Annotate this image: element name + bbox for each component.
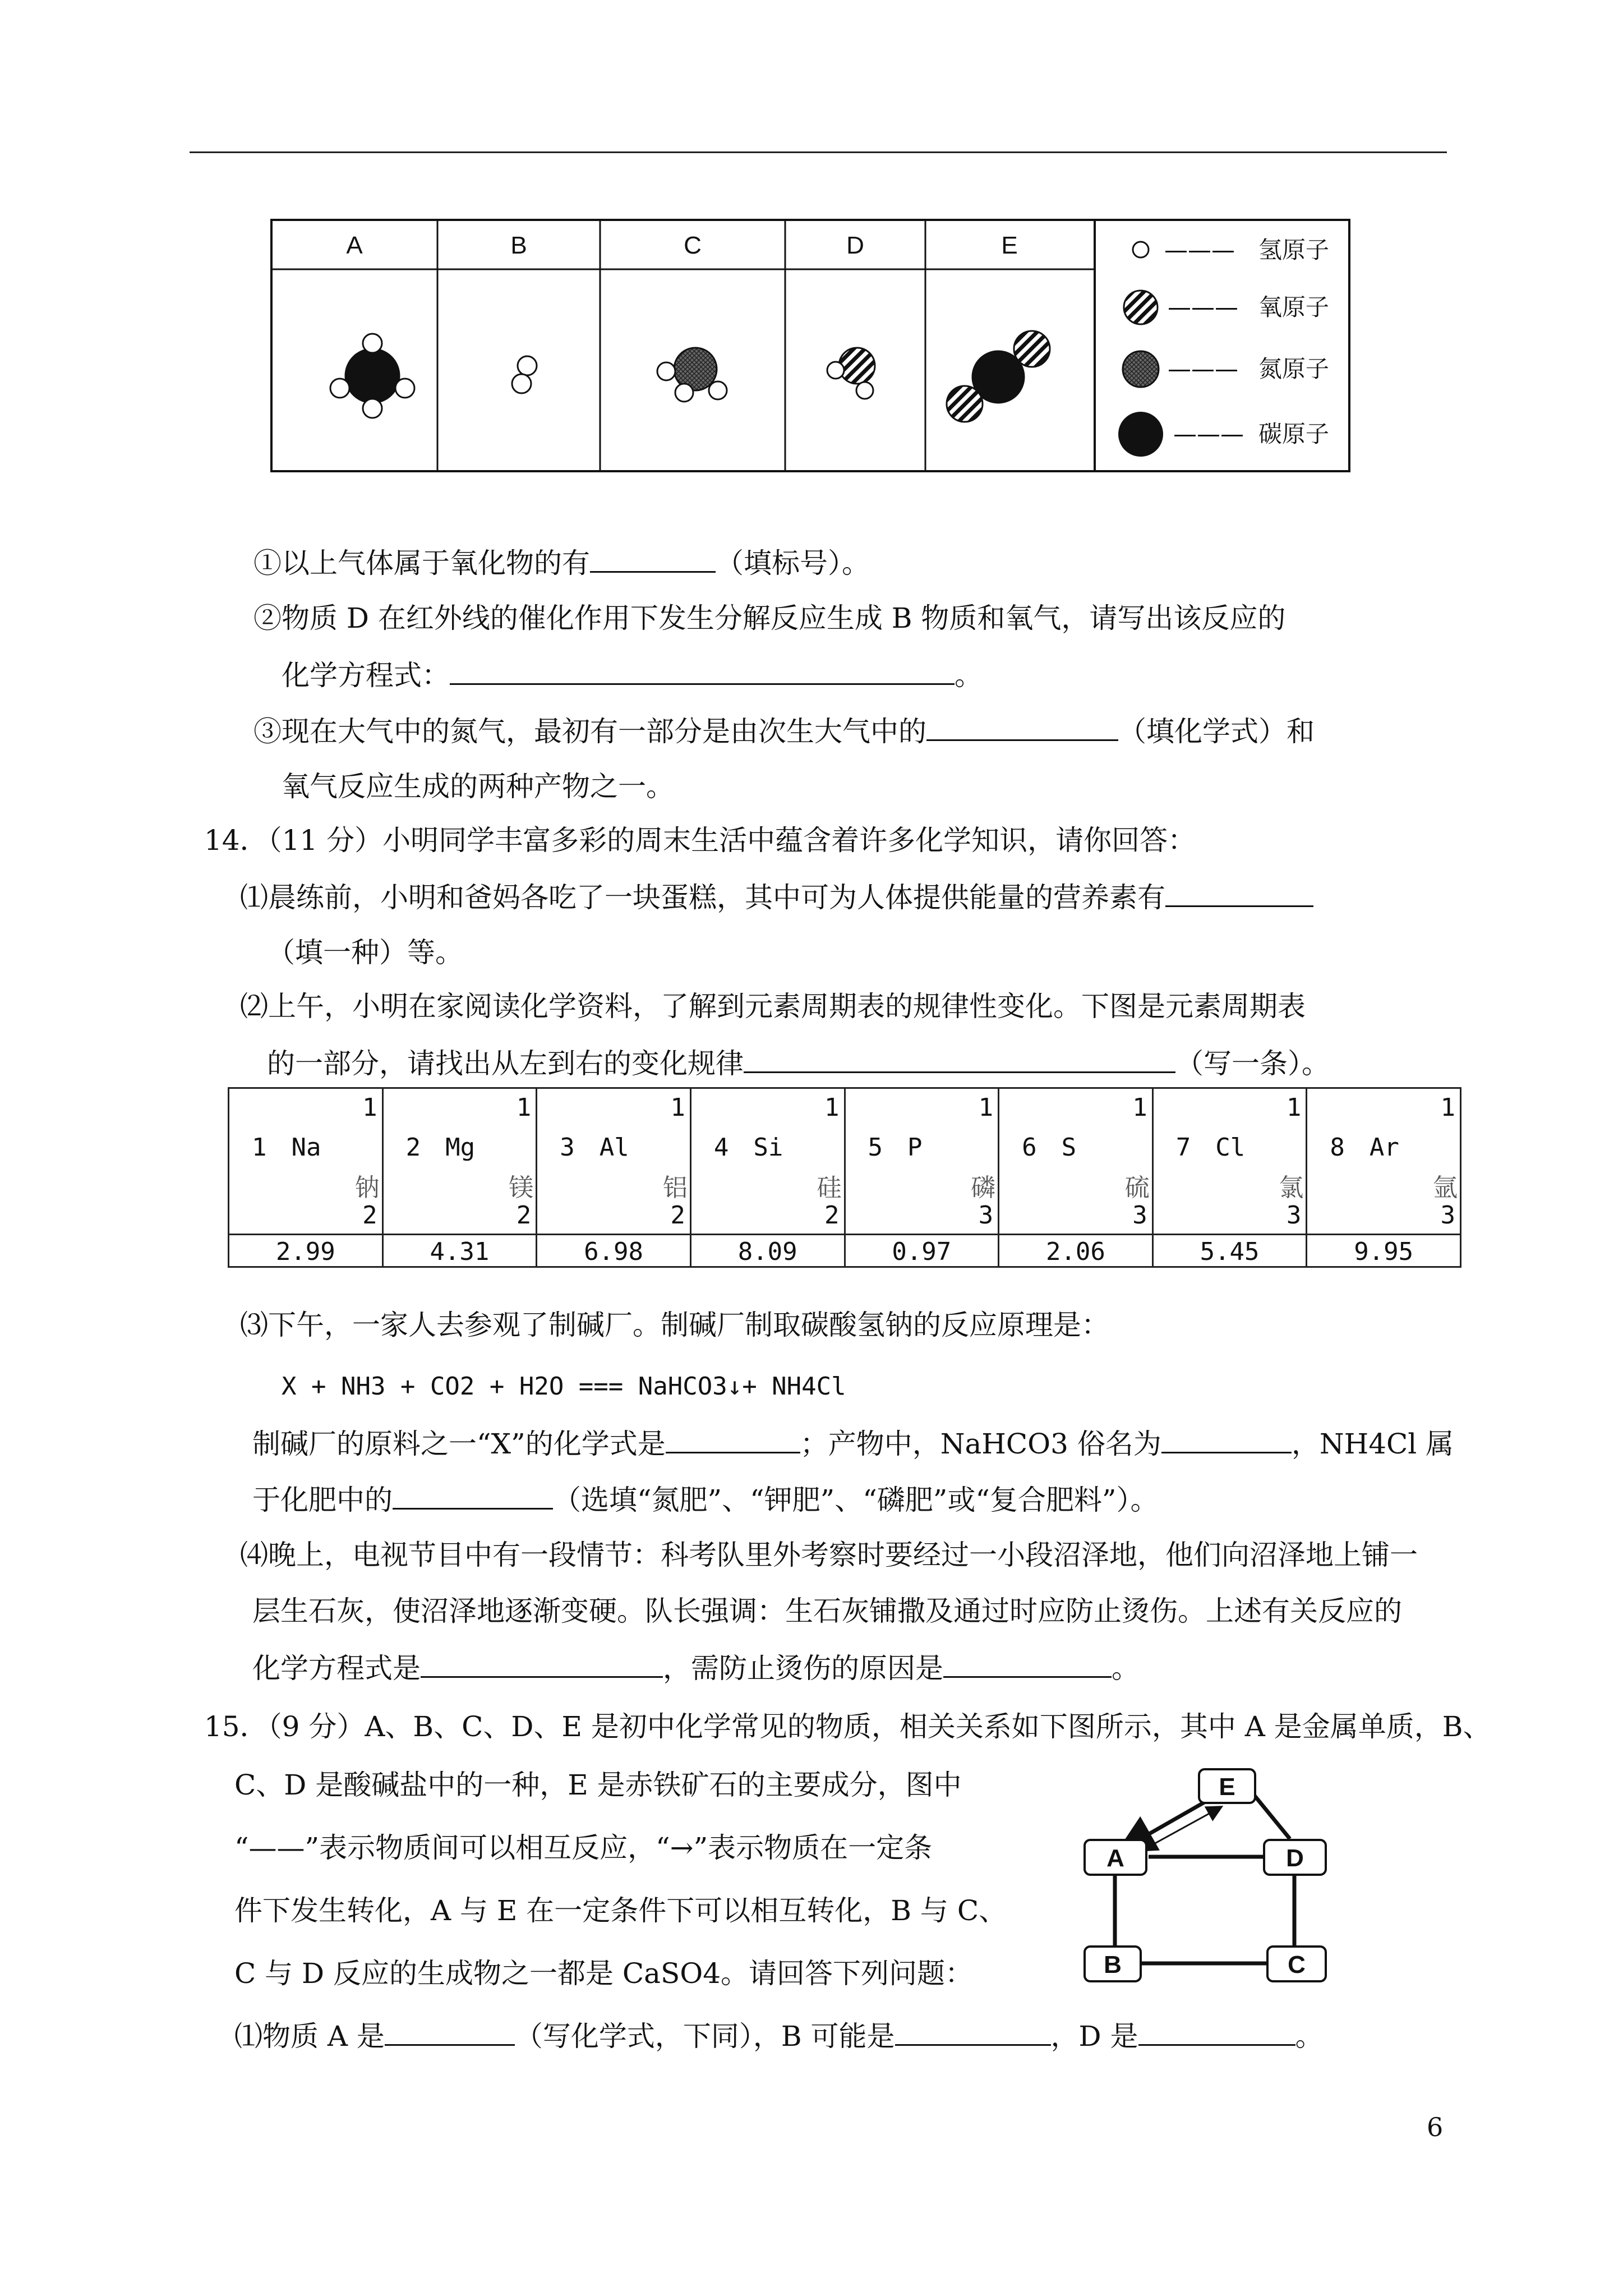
element-cell: 1 1 Na 钠 2 2.99 — [229, 1088, 383, 1267]
q15-blank-3[interactable] — [1138, 2017, 1295, 2046]
q14-part4b: 层生石灰，使沼泽地逐渐变硬。队长强调：生石灰铺撒及通过时应防止烫伤。上述有关反应的 — [252, 1595, 1402, 1627]
molecule-model-table — [270, 219, 1350, 472]
element-cell: 1 7 Cl 氯 3 5.45 — [1152, 1088, 1307, 1267]
header-rule — [190, 151, 1447, 153]
periodic-table-fragment — [228, 1087, 1461, 1268]
molecule-b — [512, 356, 537, 393]
col-label-d: D — [846, 232, 864, 259]
q14-part1b: （填一种）等。 — [267, 936, 463, 969]
q14-blank-4[interactable] — [1161, 1425, 1292, 1453]
page-number: 6 — [1427, 2112, 1444, 2142]
q15-blank-1[interactable] — [385, 2017, 515, 2046]
legend-dash-1: ——— — [1164, 236, 1235, 264]
q15-blank-2[interactable] — [895, 2017, 1051, 2046]
element-cell: 1 5 P 磷 3 0.97 — [845, 1088, 999, 1267]
q14-blank-1[interactable] — [1165, 878, 1313, 907]
legend-label-oxygen: 氧原子 — [1258, 293, 1330, 321]
element-cell: 1 2 Mg 镁 2 4.31 — [382, 1088, 537, 1267]
node-b-label: B — [1104, 1951, 1122, 1978]
q15-line4: 件下发生转化，A 与 E 在一定条件下可以相互转化，B 与 C、 — [234, 1894, 1007, 1927]
hydrogen-legend-icon — [1133, 242, 1149, 257]
element-cell: 1 3 Al 铝 2 6.98 — [537, 1088, 691, 1267]
legend-label-hydrogen: 氢原子 — [1258, 236, 1330, 264]
q14-heading: 14．（11 分）小明同学丰富多彩的周末生活中蕴含着许多化学知识，请你回答： — [204, 824, 1196, 857]
molecule-e — [947, 331, 1050, 422]
q14-blank-5[interactable] — [393, 1481, 553, 1510]
q14-blank-2[interactable] — [744, 1045, 1175, 1073]
legend-dash-2: ——— — [1168, 293, 1238, 321]
molecule-d — [827, 348, 875, 399]
q13-blank-1[interactable] — [590, 544, 716, 573]
q13-item1: ①以上气体属于氧化物的有 （填标号）。 — [253, 544, 870, 581]
q13-blank-2[interactable] — [450, 656, 955, 685]
element-cell: 1 6 S 硫 3 2.06 — [999, 1088, 1153, 1267]
molecule-a — [330, 334, 414, 418]
oxygen-legend-icon — [1124, 291, 1158, 324]
q15-line3: “——”表示物质间可以相互反应，“→”表示物质在一定条 — [234, 1832, 933, 1864]
q13-item3: ③现在大气中的氮气，最初有一部分是由次生大气中的 （填化学式）和 — [253, 712, 1315, 749]
q15-heading: 15．（9 分）A、B、C、D、E 是初中化学常见的物质，相关关系如下图所示，其中 A 是金属单质，B、 — [204, 1710, 1491, 1743]
legend-dash-3: ——— — [1168, 355, 1238, 383]
element-cell: 1 4 Si 硅 2 8.09 — [690, 1088, 845, 1267]
q14-part1: ⑴晨练前，小明和爸妈各吃了一块蛋糕，其中可为人体提供能量的营养素有 — [240, 878, 1313, 915]
molecule-c — [657, 348, 727, 402]
node-c-label: C — [1288, 1951, 1306, 1978]
q15-line6: ⑴物质 A 是 （写化学式，下同），B 可能是 ，D 是 。 — [234, 2017, 1324, 2054]
q13-blank-3[interactable] — [926, 712, 1118, 741]
q15-line2: C、D 是酸碱盐中的一种，E 是赤铁矿石的主要成分，图中 — [234, 1769, 962, 1801]
q14-part3b: 制碱厂的原料之一“X”的化学式是 ；产物中，NaHCO3 俗名为 ，NH4Cl 属 — [252, 1425, 1454, 1462]
q14-part3: ⑶下午，一家人去参观了制碱厂。制碱厂制取碳酸氢钠的反应原理是： — [240, 1309, 1109, 1341]
q14-blank-7[interactable] — [943, 1649, 1112, 1678]
q14-part2: ⑵上午，小明在家阅读化学资料，了解到元素周期表的规律性变化。下图是元素周期表 — [240, 990, 1306, 1023]
q14-blank-6[interactable] — [421, 1649, 663, 1678]
col-label-b: B — [510, 232, 527, 259]
element-cell: 1 8 Ar 氩 3 9.95 — [1307, 1088, 1461, 1267]
col-label-e: E — [1001, 232, 1018, 259]
q14-part3c: 于化肥中的 （选填“氮肥”、“钾肥”、“磷肥”或“复合肥料”）。 — [252, 1481, 1159, 1518]
node-a-label: A — [1106, 1844, 1124, 1872]
legend-label-nitrogen: 氮原子 — [1258, 355, 1330, 383]
legend — [1118, 236, 1329, 457]
node-e-label: E — [1219, 1773, 1235, 1801]
q13-item3b: 氧气反应生成的两种产物之一。 — [282, 770, 674, 803]
node-d-label: D — [1286, 1844, 1304, 1872]
relationship-diagram — [1077, 1761, 1357, 1997]
q13-item2: ②物质 D 在红外线的催化作用下发生分解反应生成 B 物质和氧气，请写出该反应的 — [253, 602, 1286, 634]
q14-part2b: 的一部分，请找出从左到右的变化规律 （写一条）。 — [267, 1045, 1330, 1082]
q13-item2b: 化学方程式： 。 — [282, 656, 983, 693]
col-label-c: C — [684, 232, 702, 259]
nitrogen-legend-icon — [1123, 351, 1159, 387]
q14-equation: X + NH3 + CO2 + H2O === NaHCO3↓+ NH4Cl — [282, 1372, 846, 1401]
q14-part4c: 化学方程式是 ，需防止烫伤的原因是 。 — [252, 1649, 1140, 1686]
q15-line5: C 与 D 反应的生成物之一都是 CaSO4。请回答下列问题： — [234, 1957, 974, 1990]
legend-dash-4: ——— — [1173, 420, 1244, 448]
q14-blank-3[interactable] — [666, 1425, 800, 1453]
legend-label-carbon: 碳原子 — [1258, 420, 1330, 448]
carbon-legend-icon — [1118, 412, 1163, 457]
col-label-a: A — [346, 232, 363, 259]
q14-part4: ⑷晚上，电视节目中有一段情节：科考队里外考察时要经过一小段沼泽地，他们向沼泽地上铺一 — [240, 1539, 1418, 1571]
